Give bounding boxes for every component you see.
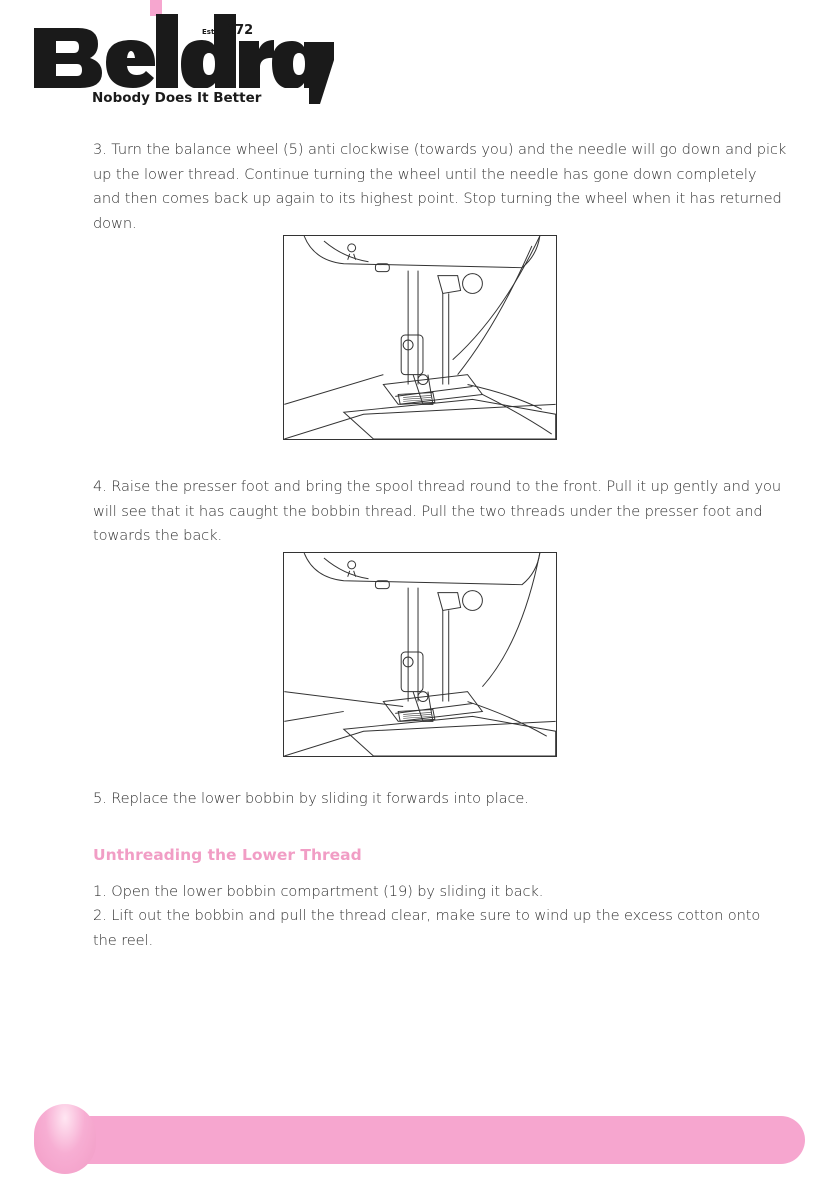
unthread-step-2: 2. Lift out the bobbin and pull the thread clear, make sure to wind up the excess cotton onto the reel. [93,907,761,949]
section-heading: Unthreading the Lower Thread [93,846,362,864]
logo-letter-e [106,40,155,88]
footer-page-badge [34,1104,96,1174]
footer-bar [34,1116,805,1164]
step-5-text: 5. Replace the lower bobbin by sliding it forwards into place. [93,790,529,807]
logo-letter-r [239,40,274,88]
step-4-text: 4. Raise the presser foot and bring the spool thread round to the front. Pull it up gently and you will see that it has caught the bobbin thread. Pull the two threads under the presser foot and towards the back. [93,478,781,544]
step-3-text: 3. Turn the balance wheel (5) anti clockwise (towards you) and the needle will go down and pick up the lower thread. Continue turning the wheel until the needle has gone down completely and then comes back up again to its highest point. Stop turning the wheel when it has returned down. [93,141,787,232]
logo-est-prefix: Est [202,28,215,36]
logo-graphic [34,0,334,108]
logo-letter-l [156,14,178,88]
brand-logo [34,0,334,108]
logo-est-year: 1872 [217,23,254,38]
light-bulb-icon [348,561,356,569]
logo-letter-b [34,28,102,88]
logo-pink-accent [150,0,162,16]
unthread-step-1: 1. Open the lower bobbin compartment (19) by sliding it back. [93,883,544,900]
logo-tagline: Nobody Does It Better [92,90,262,106]
illustration-threads-pulled [283,552,557,757]
sewing-machine-drawing-2 [284,553,556,756]
light-bulb-icon [348,244,356,252]
sewing-machine-drawing-1 [284,236,556,439]
illustration-needle-down [283,235,557,440]
